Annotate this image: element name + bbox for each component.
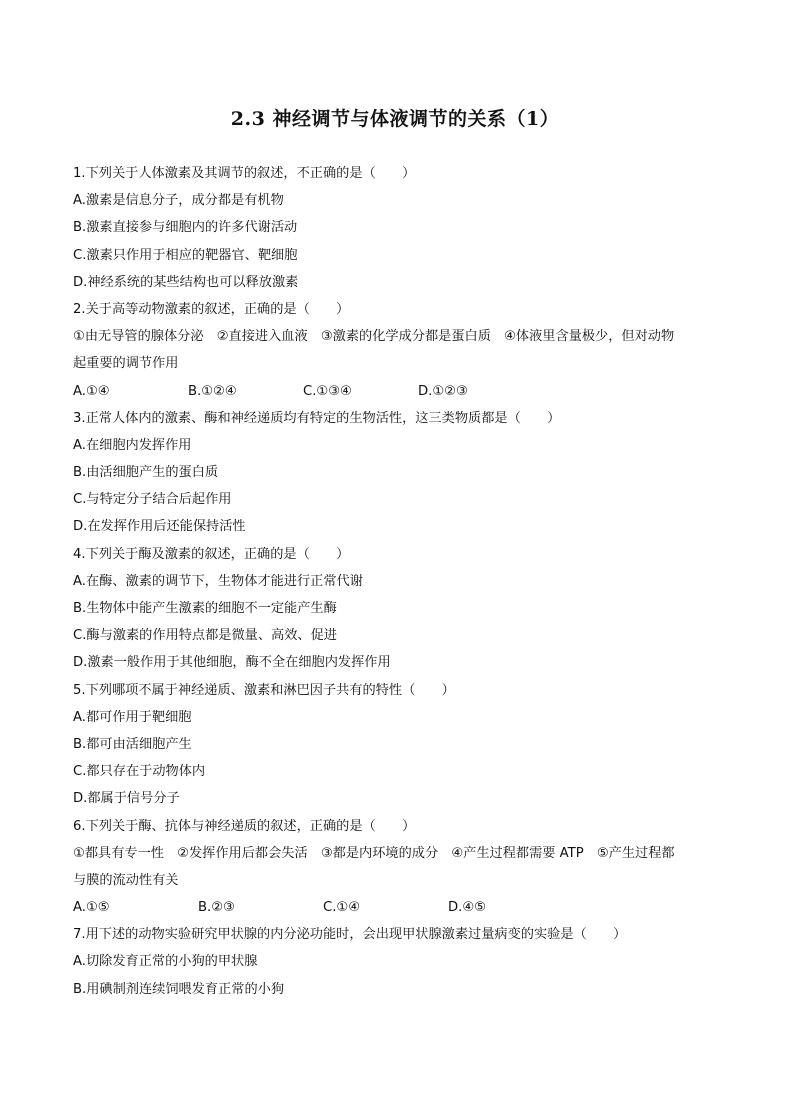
- question-6-option-c: C.①④: [323, 900, 361, 916]
- question-2-option-b: B.①②④: [188, 383, 237, 399]
- question-5-option-b: B.都可由活细胞产生: [73, 736, 192, 752]
- question-4-option-c: C.酶与激素的作用特点都是微量、高效、促进: [73, 628, 337, 644]
- question-3-option-a: A.在细胞内发挥作用: [73, 437, 192, 453]
- question-4-option-a: A.在酶、激素的调节下，生物体才能进行正常代谢: [73, 573, 363, 589]
- question-2-option-c: C.①③④: [303, 383, 352, 399]
- question-6-options: [73, 894, 723, 921]
- question-5-stem: 5.下列哪项不属于神经递质、激素和淋巴因子共有的特性（ ）: [73, 682, 455, 698]
- question-2-items-line-2: 起重要的调节作用: [73, 356, 179, 372]
- question-6-items-line-2: 与膜的流动性有关: [73, 872, 179, 888]
- question-1-stem: 1.下列关于人体激素及其调节的叙述，不正确的是（ ）: [73, 166, 416, 181]
- question-3-stem: 3.正常人体内的激素、酶和神经递质均有特定的生物活性，这三类物质都是（ ）: [73, 410, 561, 426]
- question-7-stem: 7.用下述的动物实验研究甲状腺的内分泌功能时，会出现甲状腺激素过量病变的实验是（ ）: [73, 927, 627, 943]
- question-6-option-a: A.①⑤: [73, 900, 110, 916]
- question-4-stem: 4.下列关于酶及激素的叙述，正确的是（ ）: [73, 546, 350, 562]
- question-1-option-d: D.神经系统的某些结构也可以释放激素: [73, 274, 299, 290]
- question-7-option-b: B.用碘制剂连续饲喂发育正常的小狗: [73, 981, 285, 997]
- question-6-option-b: B.②③: [198, 900, 235, 916]
- question-5-option-d: D.都属于信号分子: [73, 791, 180, 807]
- question-7-option-a: A.切除发育正常的小狗的甲状腺: [73, 954, 258, 970]
- question-1-option-b: B.激素直接参与细胞内的许多代谢活动: [73, 220, 298, 236]
- question-1-option-c: C.激素只作用于相应的靶器官、靶细胞: [73, 247, 298, 263]
- question-3-option-b: B.由活细胞产生的蛋白质: [73, 465, 219, 481]
- question-6-stem: 6.下列关于酶、抗体与神经递质的叙述，正确的是（ ）: [73, 818, 416, 834]
- question-3-option-d: D.在发挥作用后还能保持活性: [73, 519, 246, 535]
- question-5-option-c: C.都只存在于动物体内: [73, 764, 206, 780]
- page-title: 2.3 神经调节与体液调节的关系（1）: [230, 108, 560, 130]
- question-6-option-d: D.④⑤: [448, 900, 486, 916]
- question-2-options: [73, 378, 723, 405]
- question-2-option-a: A.①④: [73, 383, 110, 399]
- question-6-items-line-1: ①都具有专一性 ②发挥作用后都会失活 ③都是内环境的成分 ④产生过程都需要 ATP ⑤产生过程都: [73, 845, 675, 861]
- question-4-option-d: D.激素一般作用于其他细胞，酶不全在细胞内发挥作用: [73, 655, 391, 671]
- question-list: [73, 160, 723, 1003]
- question-4-option-b: B.生物体中能产生激素的细胞不一定能产生酶: [73, 601, 337, 616]
- question-1-option-a: A.激素是信息分子，成分都是有机物: [73, 193, 284, 209]
- question-2-option-d: D.①②③: [418, 383, 468, 399]
- question-3-option-c: C.与特定分子结合后起作用: [73, 492, 232, 508]
- question-5-option-a: A.都可作用于靶细胞: [73, 709, 192, 725]
- question-2-items-line-1: ①由无导管的腺体分泌 ②直接进入血液 ③激素的化学成分都是蛋白质 ④体液里含量极少，但对动物: [73, 329, 675, 345]
- question-2-stem: 2.关于高等动物激素的叙述，正确的是（ ）: [73, 301, 350, 317]
